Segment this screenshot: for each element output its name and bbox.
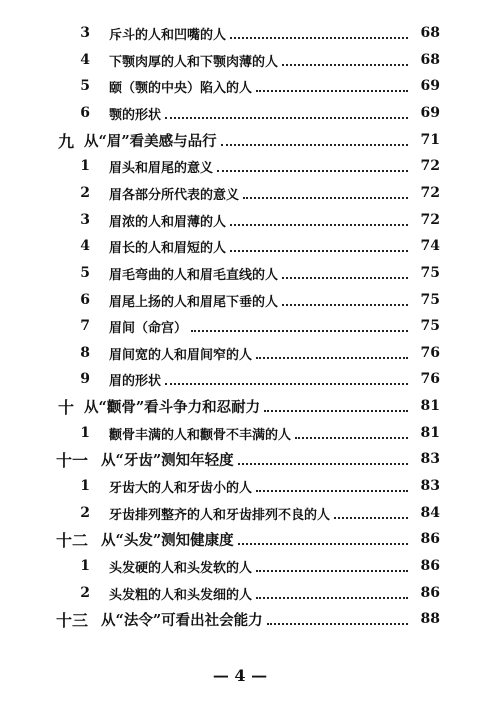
dot-leader: [282, 63, 408, 66]
toc-entry-row: [0, 234, 480, 258]
dot-leader: [282, 303, 408, 306]
dot-leader: [217, 169, 408, 172]
toc-entry-title: 眉间宽的人和眉间窄的人: [109, 347, 253, 363]
dot-leader: [295, 436, 408, 439]
toc-entry-title: 牙齿排列整齐的人和牙齿排列不良的人: [109, 507, 331, 523]
toc-entry-title: 从“牙齿”测知年轻度: [101, 451, 234, 469]
toc-entry-title: 眉头和眉尾的意义: [109, 160, 214, 176]
dot-leader: [256, 596, 408, 599]
toc-entry-page: 75: [420, 318, 440, 334]
toc-entry-page: 75: [420, 265, 440, 281]
toc-entry-number: 4: [80, 52, 90, 68]
toc-entry-title: 斥斗的人和凹嘴的人: [109, 27, 227, 43]
dot-leader: [256, 89, 408, 92]
dot-leader: [230, 36, 408, 39]
toc-entry-number: 1: [80, 558, 90, 574]
dot-leader: [264, 409, 408, 412]
toc-chapter-row: [0, 447, 480, 471]
dot-leader: [256, 489, 408, 492]
dot-leader: [243, 196, 408, 199]
dot-leader: [238, 462, 408, 465]
toc-entry-page: 83: [420, 478, 440, 494]
toc-entry-page: 68: [420, 25, 440, 41]
toc-entry-number: 9: [80, 371, 90, 387]
toc-entry-page: 72: [420, 212, 440, 228]
toc-entry-number: 1: [80, 478, 90, 494]
toc-entry-title: 眉的形状: [109, 373, 162, 389]
toc-entry-page: 74: [420, 238, 440, 254]
toc-entry-number: 6: [80, 105, 90, 121]
toc-entry-row: [0, 341, 480, 365]
toc-entry-row: [0, 581, 480, 605]
toc-entry-page: 86: [420, 531, 440, 547]
dot-leader: [282, 276, 408, 279]
toc-entry-row: [0, 181, 480, 205]
toc-entry-page: 72: [420, 158, 440, 174]
toc-entry-page: 69: [420, 105, 440, 121]
dot-leader: [230, 249, 408, 252]
toc-entry-title: 颐（颚的中央）陷入的人: [109, 80, 253, 96]
toc-entry-row: [0, 154, 480, 178]
toc-entry-page: 81: [420, 398, 440, 414]
dot-leader: [334, 516, 408, 519]
toc-entry-row: [0, 554, 480, 578]
toc-chapter-row: [0, 607, 480, 631]
toc-entry-title: 头发硬的人和头发软的人: [109, 560, 253, 576]
toc-entry-title: 眉各部分所代表的意义: [109, 187, 240, 203]
toc-entry-title: 牙齿大的人和牙齿小的人: [109, 480, 253, 496]
toc-entry-page: 68: [420, 52, 440, 68]
toc-entry-number: 2: [80, 505, 90, 521]
toc-entry-page: 71: [420, 132, 440, 148]
toc-entry-number: 5: [80, 265, 90, 281]
toc-entry-page: 75: [420, 292, 440, 308]
toc-entry-number: 6: [80, 292, 90, 308]
toc-entry-page: 72: [420, 185, 440, 201]
dot-leader: [191, 329, 408, 332]
toc-entry-row: [0, 74, 480, 98]
toc-entry-title: 颚的形状: [109, 107, 162, 123]
toc-entry-title: 眉间（命宫）: [109, 320, 188, 336]
toc-entry-page: 81: [420, 425, 440, 441]
toc-chapter-row: [0, 527, 480, 551]
toc-entry-number: 3: [80, 25, 90, 41]
toc-entry-number: 九: [58, 131, 75, 151]
toc-entry-title: 从“头发”测知健康度: [101, 531, 234, 549]
toc-entry-row: [0, 474, 480, 498]
dot-leader: [221, 143, 408, 146]
toc-entry-number: 8: [80, 345, 90, 361]
dot-leader: [256, 569, 408, 572]
toc-chapter-row: [0, 128, 480, 152]
toc-entry-title: 眉尾上扬的人和眉尾下垂的人: [109, 294, 279, 310]
dot-leader: [256, 356, 408, 359]
toc-entry-number: 3: [80, 212, 90, 228]
toc-entry-title: 眉浓的人和眉薄的人: [109, 214, 227, 230]
toc-entry-number: 4: [80, 238, 90, 254]
toc-entry-page: 76: [420, 345, 440, 361]
toc-entry-number: 十: [58, 397, 75, 417]
page-number: — 4 —: [212, 666, 268, 685]
toc-entry-number: 2: [80, 185, 90, 201]
dot-leader: [165, 382, 408, 385]
dot-leader: [267, 622, 408, 625]
toc-chapter-row: [0, 394, 480, 418]
toc-entry-title: 眉毛弯曲的人和眉毛直线的人: [109, 267, 279, 283]
toc-entry-row: [0, 288, 480, 312]
toc-entry-page: 84: [420, 505, 440, 521]
toc-entry-row: [0, 501, 480, 525]
toc-entry-number: 5: [80, 78, 90, 94]
toc-entry-row: [0, 314, 480, 338]
toc-entry-number: 十一: [56, 450, 89, 470]
toc-entry-row: [0, 101, 480, 125]
toc-entry-title: 眉长的人和眉短的人: [109, 240, 227, 256]
toc-entry-number: 2: [80, 585, 90, 601]
dot-leader: [230, 223, 408, 226]
toc-entry-title: 头发粗的人和头发细的人: [109, 587, 253, 603]
toc-entry-number: 1: [80, 425, 90, 441]
toc-entry-page: 86: [420, 585, 440, 601]
toc-entry-title: 颧骨丰满的人和颧骨不丰满的人: [109, 427, 292, 443]
toc-entry-page: 69: [420, 78, 440, 94]
toc-entry-title: 下颚肉厚的人和下颚肉薄的人: [109, 54, 279, 70]
toc-entry-title: 从“颧骨”看斗争力和忍耐力: [84, 398, 261, 416]
toc-entry-row: [0, 367, 480, 391]
toc-entry-row: [0, 421, 480, 445]
toc-entry-row: [0, 48, 480, 72]
toc-entry-title: 从“眉”看美感与品行: [84, 132, 217, 150]
toc-entry-row: [0, 261, 480, 285]
toc-entry-page: 86: [420, 558, 440, 574]
toc-entry-page: 88: [420, 611, 440, 627]
toc-entry-number: 7: [80, 318, 90, 334]
toc-entry-number: 1: [80, 158, 90, 174]
toc-entry-page: 76: [420, 371, 440, 387]
toc-entry-row: [0, 208, 480, 232]
dot-leader: [238, 542, 408, 545]
toc-entry-row: [0, 21, 480, 45]
dot-leader: [165, 116, 408, 119]
toc-entry-number: 十二: [56, 530, 89, 550]
toc-entry-page: 83: [420, 451, 440, 467]
toc-entry-title: 从“法令”可看出社会能力: [101, 611, 263, 629]
toc-entry-number: 十三: [56, 610, 89, 630]
